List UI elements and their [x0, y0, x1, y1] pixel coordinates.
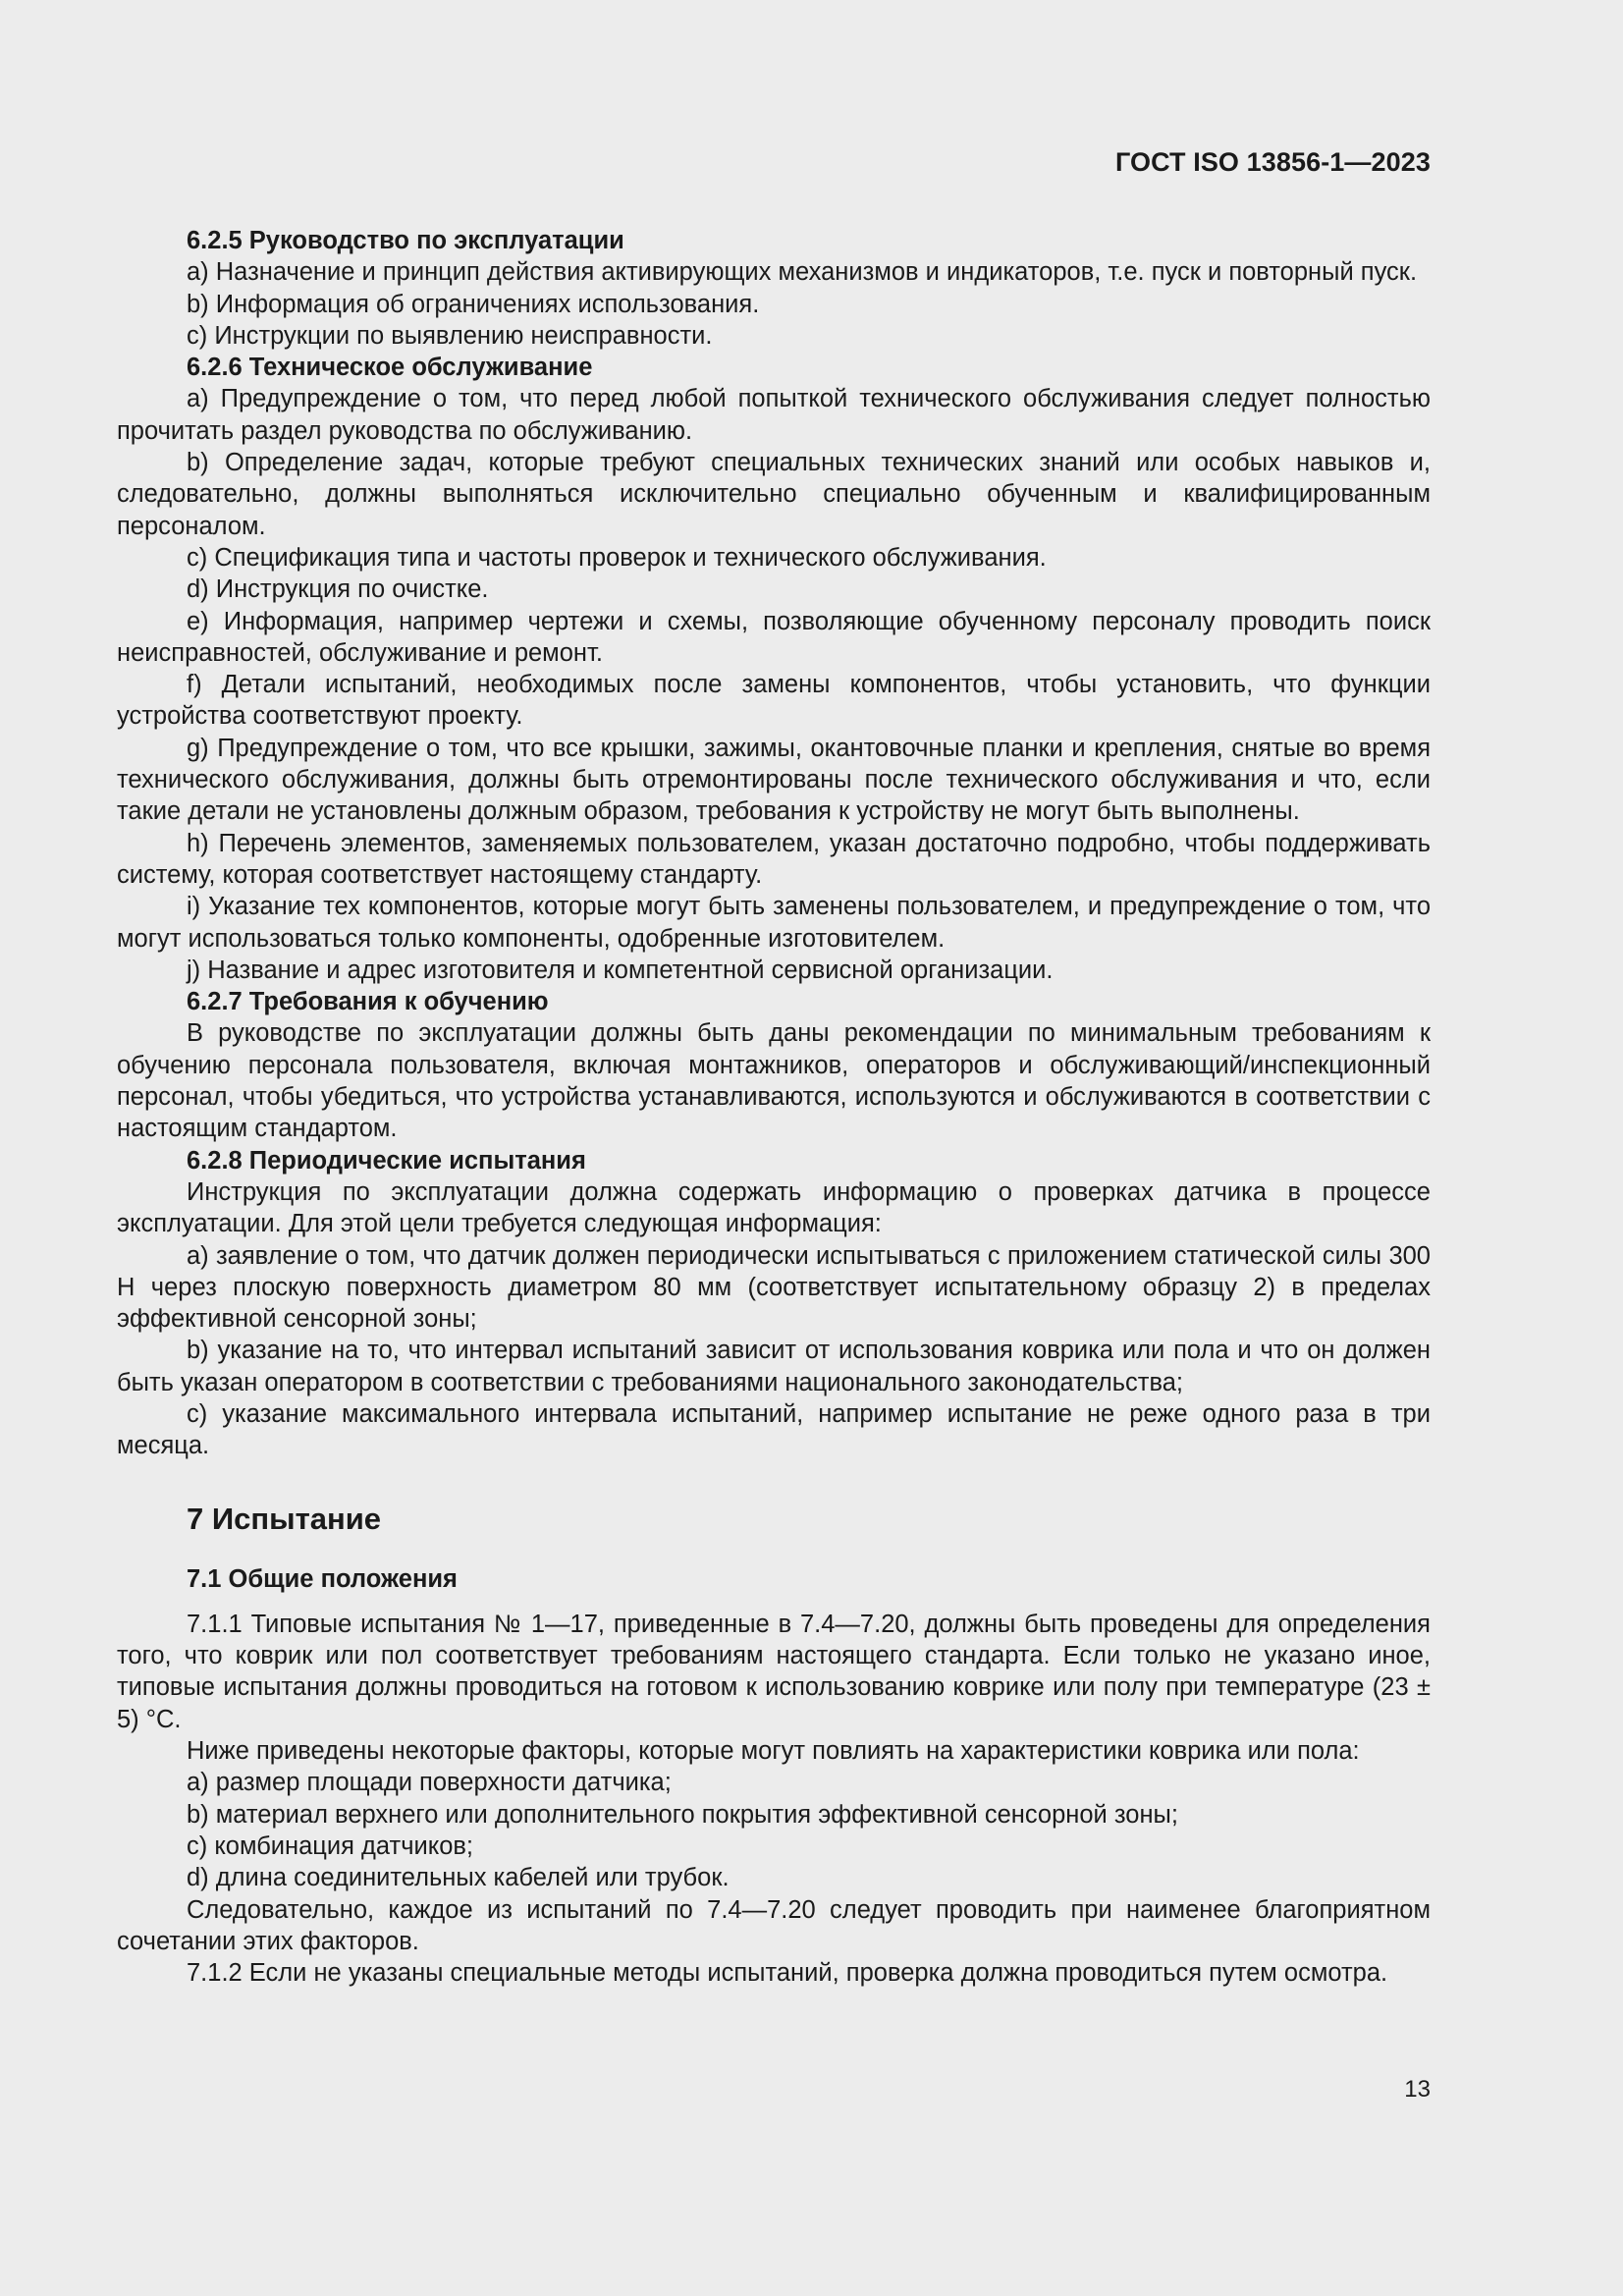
paragraph: d) длина соединительных кабелей или трубок.	[187, 1864, 730, 1892]
paragraph: g) Предупреждение о том, что все крышки, зажимы, окантовочные планки и крепления, снятые во время технического обслуживания, должны быть отремонтированы после технического обслуживания и что, если такие детали не установлены должным образом, требования к устройству не могут быть выполнены.	[117, 734, 1431, 826]
paragraph: j) Название и адрес изготовителя и компетентной сервисной организации.	[187, 956, 1054, 984]
section-heading-7-1: 7.1 Общие положения	[187, 1564, 458, 1593]
paragraph: b) материал верхнего или дополнительного покрытия эффективной сенсорной зоны;	[187, 1800, 1178, 1829]
paragraph: i) Указание тех компонентов, которые могут быть заменены пользователем, и предупреждение о том, что могут использоваться только компоненты, одобренные изготовителем.	[117, 893, 1431, 953]
heading-6-2-6: 6.2.6 Техническое обслуживание	[187, 354, 593, 382]
paragraph: c) Инструкции по выявлению неисправности.	[187, 321, 713, 350]
heading-6-2-8: 6.2.8 Периодические испытания	[187, 1146, 586, 1175]
page-number: 13	[1404, 2076, 1431, 2103]
paragraph: f) Детали испытаний, необходимых после замены компонентов, чтобы установить, что функции устройства соответствуют проекту.	[117, 671, 1431, 731]
paragraph: h) Перечень элементов, заменяемых пользователем, указан достаточно подробно, чтобы поддерживать систему, которая соответствует настоящему стандарту.	[117, 829, 1431, 889]
paragraph: Следовательно, каждое из испытаний по 7.4—7.20 следует проводить при наименее благоприятном сочетании этих факторов.	[117, 1895, 1431, 1955]
paragraph: a) заявление о том, что датчик должен периодически испытываться с приложением статической силы 300 Н через плоскую поверхность диаметром 80 мм (соответствует испытательному образцу 2) в пределах эффективной сенсорной зоны;	[117, 1241, 1431, 1334]
paragraph: b) указание на то, что интервал испытаний зависит от использования коврика или пола и что он должен быть указан оператором в соответствии с требованиями национального законодательства;	[117, 1337, 1431, 1396]
paragraph: a) Назначение и принцип действия активирующих механизмов и индикаторов, т.е. пуск и повторный пуск.	[187, 258, 1418, 287]
paragraph: 7.1.2 Если не указаны специальные методы испытаний, проверка должна проводиться путем осмотра.	[187, 1959, 1388, 1988]
paragraph: Ниже приведены некоторые факторы, которые могут повлиять на характеристики коврика или пола:	[187, 1737, 1360, 1766]
heading-6-2-5: 6.2.5 Руководство по эксплуатации	[187, 227, 624, 254]
paragraph: b) Информация об ограничениях использования.	[187, 290, 760, 318]
paragraph: В руководстве по эксплуатации должны быть даны рекомендации по минимальным требованиям к обучению персонала пользователя, включая монтажников, операторов и обслуживающий/инспекционный персонал, чтобы убедиться, что устройства устанавливаются, используются и обслуживаются в соответствии с настоящим стандартом.	[117, 1019, 1431, 1143]
paragraph: 7.1.1 Типовые испытания № 1—17, приведенные в 7.4—7.20, должны быть проведены для определения того, что коврик или пол соответствует требованиям настоящего стандарта. Если только не указано иное, типовые испытания должны проводиться на готовом к использованию коврике или полу при температуре (23 ± 5) °С.	[117, 1610, 1431, 1733]
paragraph: b) Определение задач, которые требуют специальных технических знаний или особых навыков и, следовательно, должны выполняться исключительно специально обученным и квалифицированным персоналом.	[117, 449, 1431, 540]
paragraph: c) указание максимального интервала испытаний, например испытание не реже одного раза в три месяца.	[117, 1399, 1431, 1460]
paragraph: c) Спецификация типа и частоты проверок и технического обслуживания.	[187, 543, 1047, 572]
document-code-header: ГОСТ ISO 13856-1—2023	[1114, 147, 1431, 177]
document-body	[117, 225, 1431, 1989]
paragraph: a) размер площади поверхности датчика;	[187, 1769, 672, 1797]
chapter-heading-7: 7 Испытание	[187, 1501, 382, 1536]
paragraph: d) Инструкция по очистке.	[187, 575, 489, 604]
heading-6-2-7: 6.2.7 Требования к обучению	[187, 988, 549, 1016]
paragraph: a) Предупреждение о том, что перед любой попыткой технического обслуживания следует полностью прочитать раздел руководства по обслуживанию.	[117, 385, 1431, 445]
paragraph: c) комбинация датчиков;	[187, 1831, 474, 1860]
paragraph: e) Информация, например чертежи и схемы, позволяющие обученному персоналу проводить поиск неисправностей, обслуживание и ремонт.	[117, 607, 1431, 667]
paragraph: Инструкция по эксплуатации должна содержать информацию о проверках датчика в процессе эксплуатации. Для этой цели требуется следующая информация:	[117, 1177, 1431, 1238]
